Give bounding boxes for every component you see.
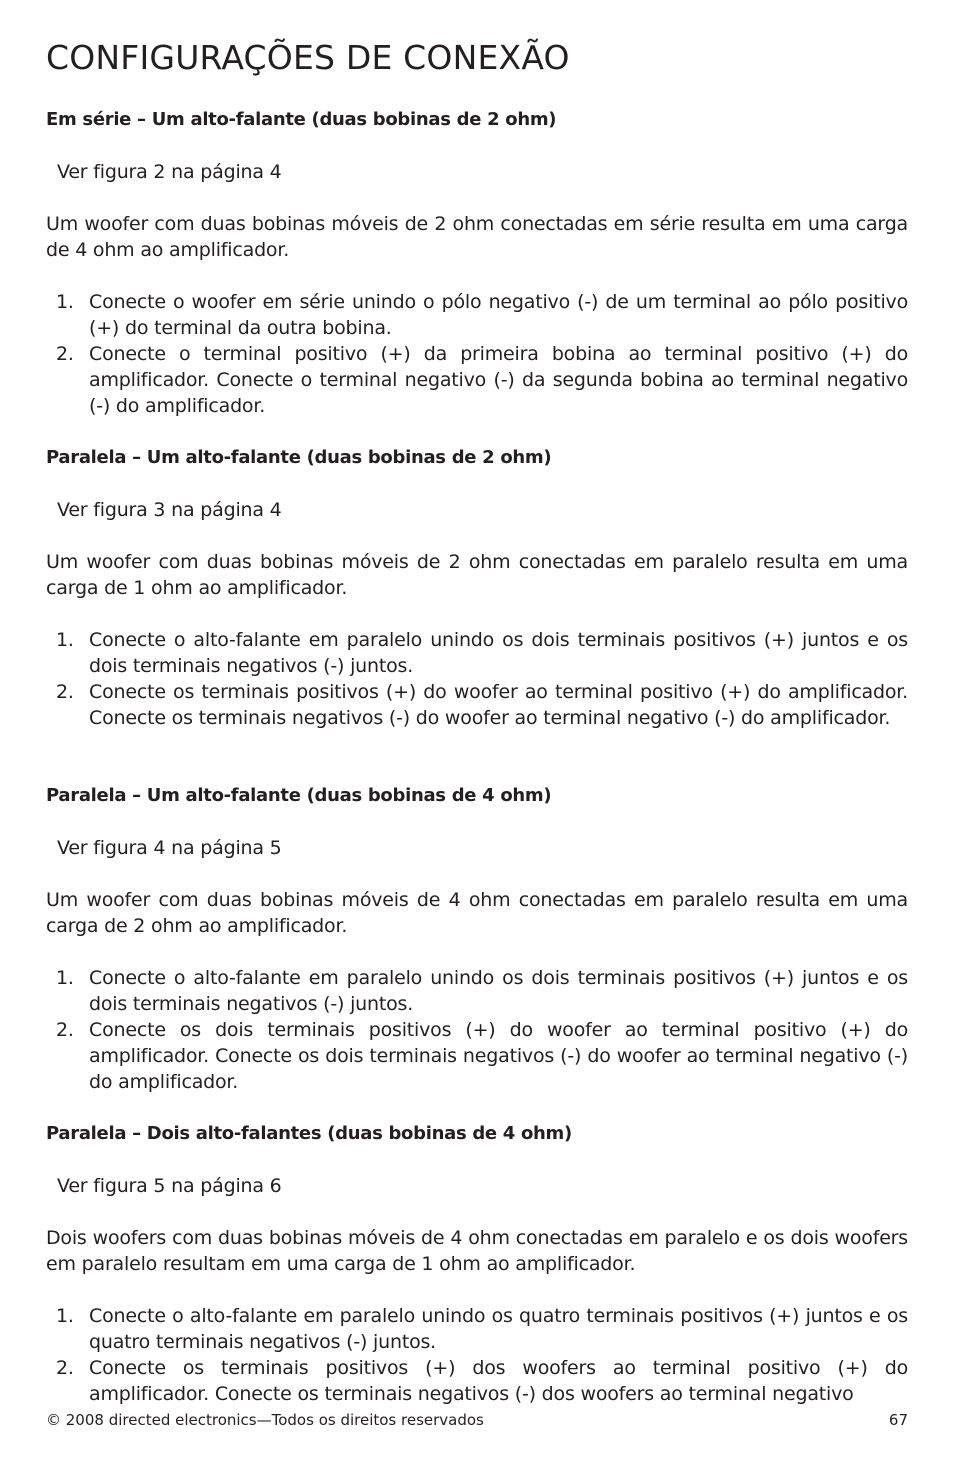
manual-page [46, 0, 908, 1475]
section-steps-wrap [46, 627, 908, 731]
step-number: 2. [56, 1019, 74, 1041]
section-parallel-2ohm [46, 445, 908, 471]
step-text: Conecte o alto-falante em paralelo unindo os dois terminais positivos (+) juntos e os dois terminais negativos (-) juntos. [89, 967, 908, 1015]
step-text: Conecte o alto-falante em paralelo unindo os dois terminais positivos (+) juntos e os dois terminais negativos (-) juntos. [89, 629, 908, 677]
step-text: Conecte o alto-falante em paralelo unindo os quatro terminais positivos (+) juntos e os quatro terminais negativos (-) juntos. [89, 1305, 908, 1353]
section-heading: Paralela – Um alto-falante (duas bobinas de 4 ohm) [46, 785, 552, 806]
step-number: 2. [56, 681, 74, 703]
list-item [46, 965, 908, 1017]
steps-list [46, 627, 908, 731]
page-title: CONFIGURAÇÕES DE CONEXÃO [46, 38, 570, 77]
section-description-wrap [46, 887, 908, 939]
list-item [46, 627, 908, 679]
step-text: Conecte o woofer em série unindo o pólo negativo (-) de um terminal ao pólo positivo (+) do terminal da outra bobina. [89, 291, 908, 339]
section-ref-wrap [46, 835, 908, 861]
section-description: Dois woofers com duas bobinas móveis de 4 ohm conectadas em paralelo e os dois woofers em paralelo resultam em uma carga de 1 ohm ao amplificador. [46, 1227, 908, 1275]
section-steps-wrap [46, 965, 908, 1095]
step-number: 2. [56, 1357, 74, 1379]
section-parallel-two-speakers-4ohm [46, 1121, 908, 1147]
section-heading: Paralela – Dois alto-falantes (duas bobinas de 4 ohm) [46, 1123, 572, 1144]
list-item [46, 1303, 908, 1355]
list-item [46, 289, 908, 341]
section-description-wrap [46, 211, 908, 263]
step-text: Conecte os dois terminais positivos (+) do woofer ao terminal positivo (+) do amplificador. Conecte os dois terminais negativos (-) do woofer ao terminal negativo (-) do amplificador. [89, 1019, 908, 1093]
section-ref-wrap [46, 1173, 908, 1199]
figure-reference: Ver figura 3 na página 4 [57, 499, 282, 521]
list-item [46, 341, 908, 419]
section-ref-wrap [46, 159, 908, 185]
section-description-wrap [46, 549, 908, 601]
section-description: Um woofer com duas bobinas móveis de 2 ohm conectadas em série resulta em uma carga de 4 ohm ao amplificador. [46, 213, 908, 261]
section-heading: Em série – Um alto-falante (duas bobinas de 2 ohm) [46, 109, 557, 130]
section-steps-wrap [46, 289, 908, 419]
page-number: 67 [888, 1411, 908, 1429]
step-number: 2. [56, 343, 74, 365]
copyright-notice: © 2008 directed electronics—Todos os direitos reservados [46, 1411, 484, 1429]
step-text: Conecte o terminal positivo (+) da primeira bobina ao terminal positivo (+) do amplificador. Conecte o terminal negativo (-) da segunda bobina ao terminal negativo (-) do amplificador. [89, 343, 908, 417]
figure-reference: Ver figura 5 na página 6 [57, 1175, 282, 1197]
step-text: Conecte os terminais positivos (+) dos woofers ao terminal positivo (+) do amplificador. Conecte os terminais negativos (-) dos woofers ao terminal negativo [89, 1357, 908, 1405]
step-text: Conecte os terminais positivos (+) do woofer ao terminal positivo (+) do amplificador. Conecte os terminais negativos (-) do woofer ao terminal negativo (-) do amplificador. [89, 681, 908, 729]
section-series-2ohm [46, 107, 908, 133]
section-description-wrap [46, 1225, 908, 1277]
step-number: 1. [56, 291, 74, 313]
section-description: Um woofer com duas bobinas móveis de 2 ohm conectadas em paralelo resulta em uma carga de 1 ohm ao amplificador. [46, 551, 908, 599]
figure-reference: Ver figura 2 na página 4 [57, 161, 282, 183]
step-number: 1. [56, 1305, 74, 1327]
list-item [46, 1017, 908, 1095]
step-number: 1. [56, 967, 74, 989]
steps-list [46, 289, 908, 419]
figure-reference: Ver figura 4 na página 5 [57, 837, 282, 859]
section-heading: Paralela – Um alto-falante (duas bobinas de 2 ohm) [46, 447, 552, 468]
list-item [46, 1355, 908, 1407]
section-description: Um woofer com duas bobinas móveis de 4 ohm conectadas em paralelo resulta em uma carga de 2 ohm ao amplificador. [46, 889, 908, 937]
section-parallel-4ohm [46, 783, 908, 809]
list-item [46, 679, 908, 731]
step-number: 1. [56, 629, 74, 651]
steps-list [46, 1303, 908, 1407]
section-steps-wrap [46, 1303, 908, 1407]
section-ref-wrap [46, 497, 908, 523]
steps-list [46, 965, 908, 1095]
